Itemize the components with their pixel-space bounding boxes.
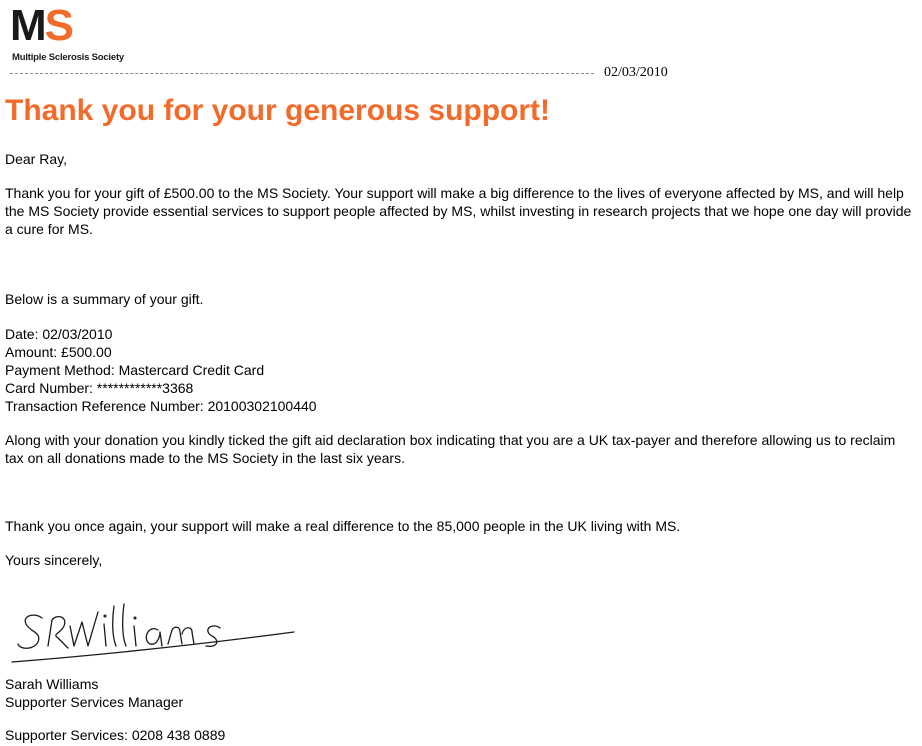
handwritten-signature xyxy=(8,596,298,668)
summary-date: Date: 02/03/2010 xyxy=(5,326,113,342)
signoff: Yours sincerely, xyxy=(5,552,103,568)
ms-society-logo xyxy=(10,1,130,66)
gift-aid-paragraph: Along with your donation you kindly ticked the gift aid declaration box indicating that you are a UK tax-payer and therefore allowing us to reclaim tax on all donations made to the MS Society in the last six years. xyxy=(5,432,896,466)
summary-lead: Below is a summary of your gift. xyxy=(5,291,204,307)
closing-paragraph: Thank you once again, your support will make a real difference to the 85,000 people in the UK living with MS. xyxy=(5,518,681,534)
summary-payment-method: Payment Method: Mastercard Credit Card xyxy=(5,362,265,378)
intro-paragraph: Thank you for your gift of £500.00 to the MS Society. Your support will make a big difference to the lives of everyone affected by MS, and will help the MS Society provide essential services to support people affected by MS, whilst investing in research projects that we hope one day will provide a cure for MS. xyxy=(5,185,912,237)
summary-card-number: Card Number: ************3368 xyxy=(5,380,194,396)
letter-date: 02/03/2010 xyxy=(604,65,668,80)
signatory-name: Sarah Williams xyxy=(5,676,99,692)
logo-letter-s: S xyxy=(44,1,73,50)
supporter-services-contact: Supporter Services: 0208 438 0889 xyxy=(5,727,226,743)
salutation: Dear Ray, xyxy=(5,151,67,167)
signatory-title: Supporter Services Manager xyxy=(5,694,184,710)
logo-org-name: Multiple Sclerosis Society xyxy=(12,52,125,63)
summary-amount: Amount: £500.00 xyxy=(5,344,112,360)
summary-transaction-ref: Transaction Reference Number: 20100302100440 xyxy=(5,398,317,414)
headline: Thank you for your generous support! xyxy=(5,94,551,127)
logo-letter-m: M xyxy=(10,1,45,50)
logo-mark xyxy=(10,1,73,50)
header-divider xyxy=(10,73,594,74)
